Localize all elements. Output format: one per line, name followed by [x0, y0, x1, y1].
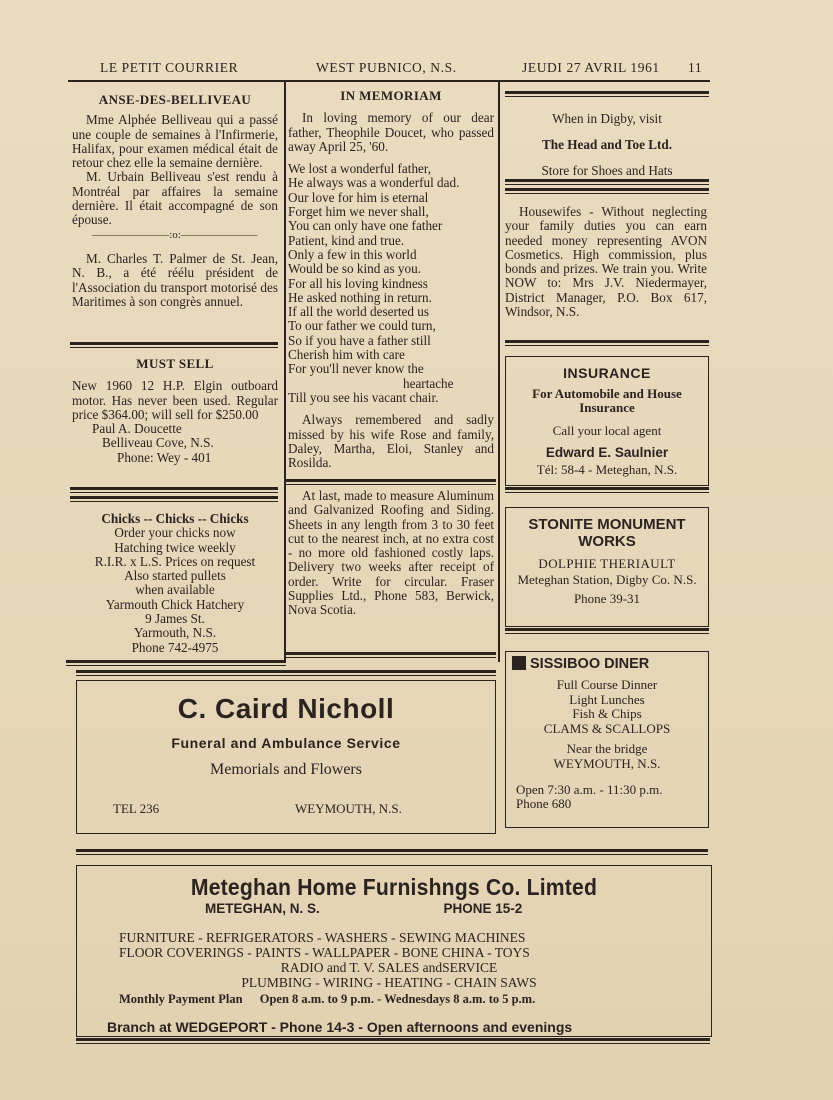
- must-sell-ad: [72, 357, 278, 465]
- diner-logo-icon: [512, 656, 526, 670]
- meteghan-phone: PHONE 15-2: [443, 901, 523, 916]
- divider: [70, 342, 278, 348]
- sissiboo-hours: [516, 783, 708, 811]
- poem-line: Forget him we never shall,: [288, 204, 429, 220]
- meteghan-place: METEGHAN, N. S.: [205, 901, 320, 916]
- sissiboo-line: Phone 680: [516, 796, 572, 811]
- chicks-line: Yarmouth, N.S.: [133, 625, 217, 641]
- poem-line: heartache: [403, 375, 454, 391]
- meteghan-hours: [77, 992, 711, 1007]
- chicks-line: Phone 742-4975: [131, 639, 219, 655]
- digby-shop: The Head and Toe Ltd.: [541, 137, 673, 152]
- paper-place: WEST PUBNICO, N.S.: [316, 60, 457, 75]
- poem-line: Cherish him with care: [288, 347, 405, 363]
- avon-ad: Housewifes - Without neglecting your family duties you can earn needed money representing AVON Cosmetics. High commission, plus bonds and prizes. We train you. Write NOW to: Mrs J.V. Niedermayer, District Manager, P.O. Box 617, Windsor, N.S.: [505, 204, 707, 320]
- anse-paragraph: M. Urbain Belliveau s'est rendu à Montréal par affaires la semaine dernière. Il était accompagné de son épouse.: [72, 169, 278, 228]
- insurance-title: INSURANCE: [563, 365, 651, 381]
- digby-line: When in Digby, visit: [552, 111, 662, 126]
- meteghan-list: [77, 930, 659, 990]
- stonite-name: DOLPHIE THERIAULT: [538, 556, 676, 571]
- poem-line: For you'll never know the: [288, 361, 424, 377]
- divider: [505, 179, 709, 194]
- poem-line: Till you see his vacant chair.: [288, 389, 439, 405]
- memoriam-title: IN MEMORIAM: [340, 88, 442, 103]
- must-sell-title: MUST SELL: [136, 356, 214, 371]
- page-number: 11: [688, 60, 703, 75]
- column-rule: [498, 82, 500, 662]
- anse-article: [72, 93, 278, 309]
- caird-place: WEYMOUTH, N.S.: [295, 801, 402, 816]
- must-sell-name: Paul A. Doucette: [92, 421, 182, 437]
- divider: [76, 849, 708, 855]
- chicks-line: Hatching twice weekly: [114, 539, 236, 555]
- insurance-ad: [505, 356, 709, 486]
- sissiboo-line: Fish & Chips: [572, 706, 642, 721]
- meteghan-line: FLOOR COVERINGS - PAINTS - WALLPAPER - BONE CHINA - TOYS: [119, 945, 530, 960]
- divider: [66, 660, 286, 666]
- poem-line: If all the world deserted us: [288, 304, 429, 320]
- stonite-title: STONITE MONUMENT WORKS: [528, 516, 686, 550]
- insurance-line: For Automobile and House Insurance: [532, 386, 682, 415]
- divider: [505, 91, 709, 97]
- sissiboo-menu: [506, 678, 708, 771]
- caird-tel: TEL 236: [113, 801, 160, 816]
- chicks-line: 9 James St.: [145, 611, 205, 627]
- caird-nicholl-ad: [76, 680, 496, 834]
- memoriam-intro: In loving memory of our dear father, Theophile Doucet, who passed away April 25, '60.: [288, 110, 494, 154]
- caird-title: C. Caird Nicholl: [177, 693, 395, 724]
- anse-paragraph: Mme Alphée Belliveau qui a passé une couple de semaines à l'Infirmerie, Halifax, pour examen médical était de retour chez elle la semaine dernière.: [72, 112, 278, 171]
- stonite-ad: [505, 507, 709, 627]
- divider: [286, 479, 496, 485]
- divider: [286, 652, 496, 658]
- sissiboo-title: [512, 656, 708, 672]
- roofing-ad: At last, made to measure Aluminum and Galvanized Roofing and Siding. Sheets in any length from 3 to 30 feet cut to the nearest inch, at no extra cost - no more old fashioned costly laps. Delivery two weeks after receipt of order. Write for circular. Fraser Supplies Ltd., Phone 583, Berwick, Nova Scotia.: [288, 488, 494, 618]
- header-rule: [68, 80, 710, 82]
- memoriam-closing: Always remembered and sadly missed by his wife Rose and family, Daley, Martha, Eloi, Stanley and Rosilda.: [288, 412, 494, 471]
- digby-ad: [505, 106, 709, 184]
- must-sell-body: New 1960 12 H.P. Elgin outboard motor. Has never been used. Regular price $364.00; will sell for $250.00: [72, 378, 278, 422]
- meteghan-line: RADIO and T. V. SALES andSERVICE: [280, 960, 498, 975]
- meteghan-open: Open 8 a.m. to 9 p.m. - Wednesdays 8 a.m. to 5 p.m.: [259, 992, 536, 1006]
- caird-subtitle2: Memorials and Flowers: [210, 761, 362, 778]
- chicks-ad: [72, 512, 278, 655]
- must-sell-phone: Phone: Wey - 401: [117, 449, 212, 465]
- meteghan-payment: Monthly Payment Plan: [119, 992, 243, 1006]
- sissiboo-line: Open 7:30 a.m. - 11:30 p.m.: [516, 782, 663, 797]
- divider: [505, 487, 709, 493]
- poem-line: Would be so kind as you.: [288, 261, 422, 277]
- insurance-tel: Tél: 58-4 - Meteghan, N.S.: [536, 462, 678, 477]
- sissiboo-line: Light Lunches: [569, 691, 645, 707]
- poem-line: Our love for him is eternal: [288, 189, 429, 205]
- must-sell-place: Belliveau Cove, N.S.: [102, 435, 214, 451]
- chicks-title: Chicks -- Chicks -- Chicks: [101, 511, 249, 526]
- poem-line: He always was a wonderful dad.: [288, 175, 460, 191]
- insurance-agent: Edward E. Saulnier: [545, 445, 669, 460]
- sissiboo-line: Full Course Dinner: [556, 677, 658, 692]
- meteghan-contact: [77, 901, 711, 916]
- sissiboo-line: Near the bridge: [566, 741, 648, 756]
- chicks-line: Yarmouth Chick Hatchery: [105, 596, 245, 612]
- poem-line: You can only have one father: [288, 218, 443, 234]
- divider: [76, 670, 496, 676]
- anse-separator: ———————:o:———————: [92, 228, 258, 241]
- sissiboo-ad: [505, 651, 709, 828]
- caird-subtitle: Funeral and Ambulance Service: [171, 735, 401, 751]
- poem-line: Only a few in this world: [288, 246, 417, 262]
- meteghan-ad: [76, 865, 712, 1037]
- divider: [76, 1038, 710, 1044]
- stonite-phone: Phone 39-31: [573, 591, 641, 606]
- anse-paragraph: M. Charles T. Palmer de St. Jean, N. B., a été réélu président de l'Association du transport motorisé des Maritimes à son congrès annuel.: [72, 250, 278, 309]
- meteghan-branch: Branch at WEDGEPORT - Phone 14-3 - Open afternoons and evenings: [107, 1019, 573, 1035]
- insurance-line: Call your local agent: [552, 423, 662, 438]
- poem-line: To our father we could turn,: [288, 318, 436, 334]
- meteghan-line: PLUMBING - WIRING - HEATING - CHAIN SAWS: [241, 975, 537, 990]
- poem-line: He asked nothing in return.: [288, 289, 432, 305]
- digby-line: Store for Shoes and Hats: [541, 163, 673, 178]
- divider: [505, 628, 709, 634]
- sissiboo-line: CLAMS & SCALLOPS: [543, 720, 671, 736]
- memoriam-poem: [288, 162, 494, 405]
- memoriam-article: [288, 89, 494, 470]
- poem-line: We lost a wonderful father,: [288, 161, 432, 177]
- paper-date: JEUDI 27 AVRIL 1961: [522, 60, 660, 75]
- meteghan-title: Meteghan Home Furnishngs Co. Limted: [190, 874, 598, 900]
- column-rule: [284, 82, 286, 662]
- chicks-line: when available: [135, 582, 215, 598]
- divider: [505, 340, 709, 346]
- stonite-place: Meteghan Station, Digby Co. N.S.: [517, 572, 697, 587]
- sissiboo-name: SISSIBOO DINER: [530, 656, 650, 672]
- divider: [70, 487, 278, 502]
- poem-line: For all his loving kindness: [288, 275, 428, 291]
- poem-line: So if you have a father still: [288, 332, 431, 348]
- sissiboo-line: WEYMOUTH, N.S.: [553, 755, 661, 771]
- meteghan-line: FURNITURE - REFRIGERATORS - WASHERS - SEWING MACHINES: [119, 930, 526, 945]
- poem-line: Patient, kind and true.: [288, 232, 405, 248]
- chicks-line: Also started pullets: [124, 568, 226, 584]
- chicks-line: R.I.R. x L.S. Prices on request: [94, 553, 256, 569]
- anse-title: ANSE-DES-BELLIVEAU: [98, 92, 252, 107]
- paper-name: LE PETIT COURRIER: [100, 60, 239, 75]
- chicks-line: Order your chicks now: [114, 525, 236, 541]
